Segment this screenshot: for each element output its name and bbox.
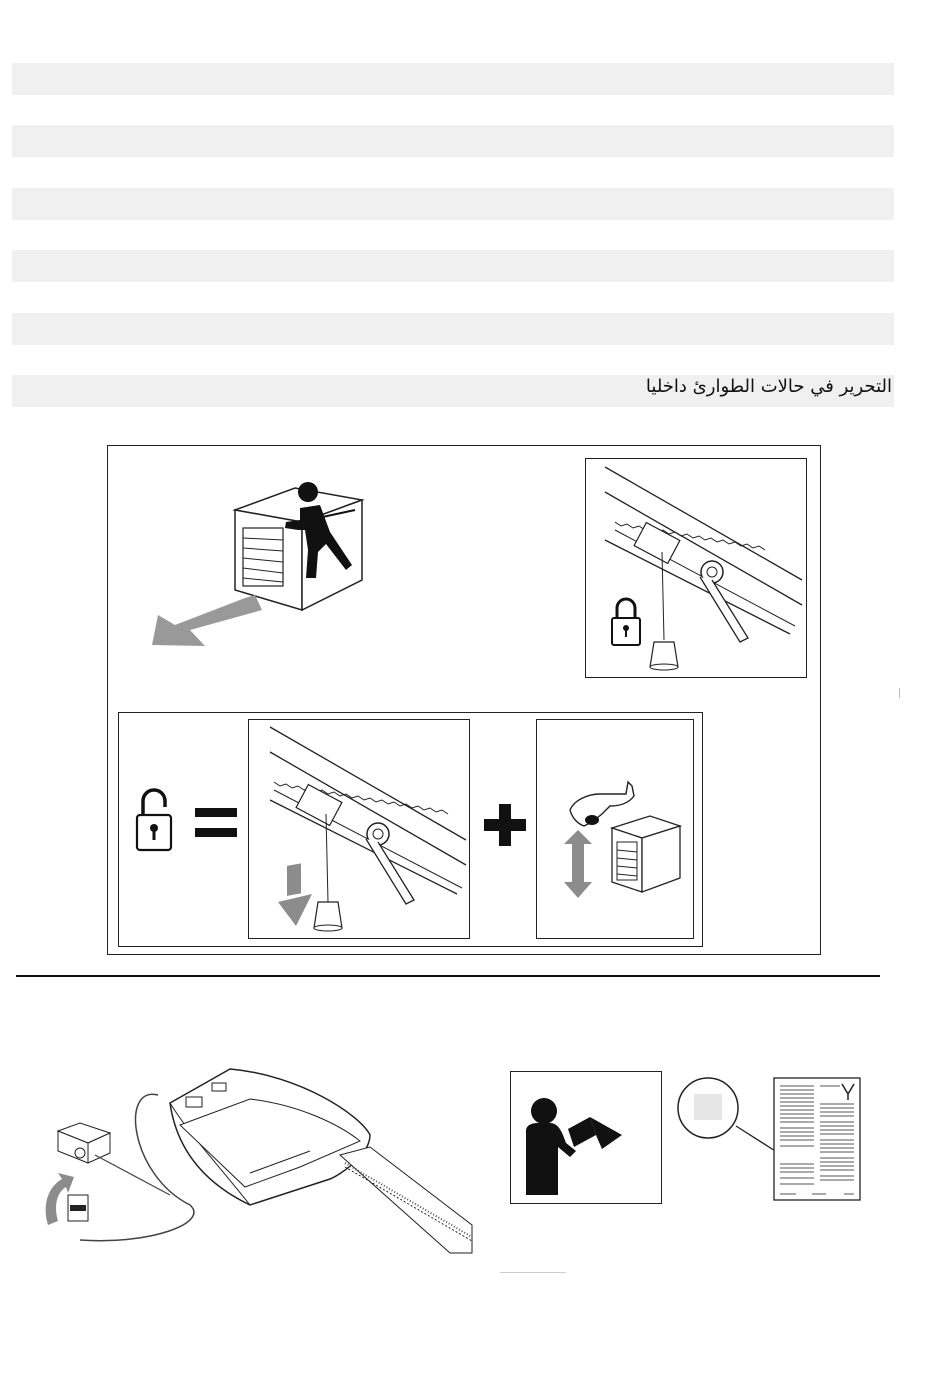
- header-stripe: [12, 313, 894, 345]
- margin-mark: [899, 688, 900, 698]
- arrow-down-icon: [278, 863, 312, 926]
- rail-detail-illustration: [590, 462, 802, 672]
- lock-open-icon: [135, 785, 175, 855]
- lock-closed-icon: [612, 599, 640, 645]
- section-heading: التحرير في حالات الطوارئ داخليا: [645, 376, 892, 397]
- equals-icon: [195, 808, 237, 838]
- plus-icon: [484, 804, 526, 846]
- header-stripe: [12, 188, 894, 220]
- footer-mark: [500, 1272, 566, 1273]
- header-stripe: [12, 250, 894, 282]
- header-stripe: [12, 125, 894, 157]
- read-manual-icon: [518, 1095, 628, 1200]
- header-stripe: [12, 63, 894, 95]
- operator-unit-illustration: [40, 1055, 480, 1265]
- pull-cord-illustration: [252, 722, 466, 936]
- section-divider: [16, 975, 880, 977]
- emergency-exit-icon: [130, 470, 390, 660]
- manual-door-illustration: [540, 722, 690, 936]
- manual-document-illustration: [676, 1074, 866, 1204]
